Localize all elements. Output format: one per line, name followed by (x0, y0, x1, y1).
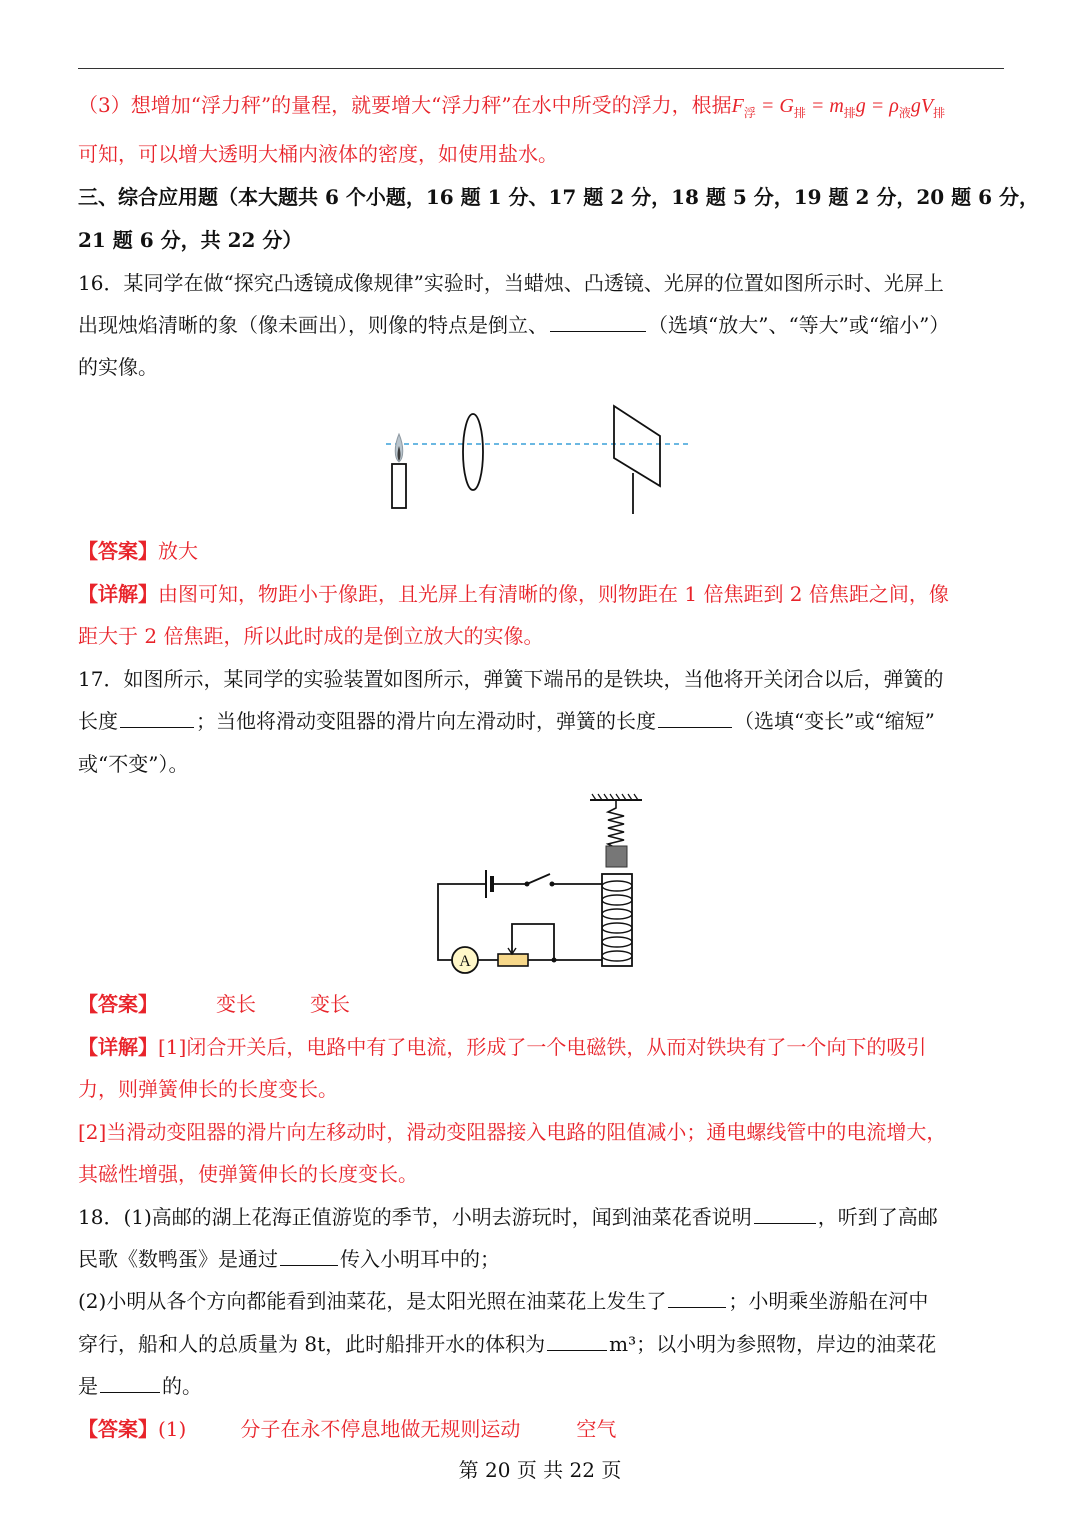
detail-tag: 【详解】 (78, 1035, 158, 1059)
ammeter-label: A (459, 953, 471, 970)
q17-answer-2: 变长 (310, 992, 350, 1016)
q17-detail-text: [1]闭合开关后，电路中有了电流，形成了一个电磁铁，从而对铁块有了一个向下的吸引 (158, 1035, 927, 1059)
q18-blank-5[interactable] (100, 1370, 160, 1393)
solenoid-icon (602, 874, 632, 966)
candle-icon (392, 434, 406, 508)
q17-detail-line1 (78, 1026, 1004, 1068)
q18-text-1a: 18．(1)高邮的湖上花海正值游览的季节，小明去游玩时，闻到油菜花香说明 (78, 1205, 752, 1229)
q17-text-a: 长度 (78, 709, 118, 733)
q17-line1: 17．如图所示，某同学的实验装置如图所示，弹簧下端吊的是铁块，当他将开关闭合以后，弹簧的 (78, 667, 944, 691)
q18-text-2a: 民歌《数鸭蛋》是通过 (78, 1247, 278, 1271)
q17-text-b: ；当他将滑动变阻器的滑片向左滑动时，弹簧的长度 (196, 709, 656, 733)
q17-blank-1[interactable] (120, 705, 194, 728)
q18-text-3a: (2)小明从各个方向都能看到油菜花，是太阳光照在油菜花上发生了 (78, 1289, 667, 1313)
convex-lens-icon (463, 414, 483, 490)
q18-text-5a: 是 (78, 1374, 98, 1398)
q16-answer-blank[interactable] (550, 309, 646, 332)
q17-answer-1: 变长 (216, 992, 256, 1016)
q16-line3: 的实像。 (78, 355, 158, 379)
q18-blank-2[interactable] (280, 1243, 338, 1266)
junction-dot (552, 958, 557, 963)
detail-tag: 【详解】 (78, 582, 158, 606)
q18-text-5b: 的。 (162, 1374, 202, 1398)
q18-text-1b: ，听到了高邮 (817, 1205, 938, 1229)
lens-experiment-figure (380, 398, 700, 518)
q16-answer (78, 530, 1004, 572)
q18-text-3b: ；小明乘坐游船在河中 (728, 1289, 929, 1313)
q17-line3: 或“不变”）。 (78, 752, 189, 776)
q18-text-4a: 穿行，船和人的总质量为 8t，此时船排开水的体积为 (78, 1332, 546, 1356)
q17-detail-line4: 其磁性增强，使弹簧伸长的长度变长。 (78, 1162, 418, 1186)
section-heading-line2: 21 题 6 分，共 22 分） (78, 228, 303, 252)
p3-line2: 可知，可以增大透明大桶内液体的密度，如使用盐水。 (78, 142, 558, 166)
q18-answer-1: 分子在永不停息地做无规则运动 (240, 1417, 521, 1441)
q18-line5 (78, 1365, 1004, 1407)
light-screen-icon (614, 406, 660, 514)
answer-tag: 【答案】 (78, 539, 158, 563)
q17-line2 (78, 700, 1004, 742)
q18-answer (78, 1408, 1004, 1450)
page-footer: 第 20 页 共 22 页 (458, 1458, 622, 1482)
ceiling-support-icon (590, 794, 642, 800)
q18-answer-2: 空气 (576, 1417, 617, 1441)
answer-tag: 【答案】 (78, 992, 158, 1016)
answer-tag: 【答案】 (78, 1417, 158, 1441)
q17-answer (78, 983, 1004, 1025)
q16-answer-text: 放大 (158, 539, 198, 563)
q17-detail-line3: [2]当滑动变阻器的滑片向左移动时，滑动变阻器接入电路的阻值减小；通电螺线管中的电流增大， (78, 1120, 947, 1144)
q18-line4 (78, 1323, 1004, 1365)
q18-blank-3[interactable] (668, 1285, 726, 1308)
q17-blank-2[interactable] (658, 705, 732, 728)
q18-blank-1[interactable] (754, 1201, 816, 1224)
header-rule (78, 68, 1004, 69)
q16-detail-line2: 距大于 2 倍焦距，所以此时成的是倒立放大的实像。 (78, 624, 544, 648)
electromagnet-circuit-figure (430, 790, 650, 980)
p3-text: （3）想增加“浮力秤”的量程，就要增大“浮力秤”在水中所受的浮力，根据 (78, 93, 732, 117)
q18-line2 (78, 1238, 1004, 1280)
spring-icon (608, 800, 624, 852)
q18-line1 (78, 1196, 1004, 1238)
q17-detail-line2: 力，则弹簧伸长的长度变长。 (78, 1077, 338, 1101)
q18-answer-part: (1) (158, 1417, 187, 1441)
q17-text-c: （选填“变长”或“缩短” (734, 709, 935, 733)
switch-icon (525, 874, 555, 887)
q16-text-a: 出现烛焰清晰的象（像未画出），则像的特点是倒立、 (78, 313, 548, 337)
section-heading-line1: 三、综合应用题（本大题共 6 个小题，16 题 1 分、17 题 2 分，18 题 5 分，19 题 2 分，20 题 6 分， (78, 185, 1040, 209)
rheostat-icon (498, 954, 528, 966)
buoyancy-formula: $F_浮 = G_排 = m_排g = \rho_液gV_排$ (731, 95, 946, 120)
q18-line3 (78, 1280, 1004, 1322)
q16-line2 (78, 304, 1004, 346)
p3-line1 (78, 84, 1004, 134)
q18-text-2b: 传入小明耳中的； (340, 1247, 500, 1271)
q18-text-4b: m³；以小明为参照物，岸边的油菜花 (609, 1332, 937, 1356)
iron-block-icon (606, 846, 627, 867)
q16-text-b: （选填“放大”、“等大”或“缩小”） (648, 313, 950, 337)
q16-detail-line1 (78, 573, 1004, 615)
q16-line1: 16．某同学在做“探究凸透镜成像规律”实验时，当蜡烛、凸透镜、光屏的位置如图所示时、光屏上 (78, 271, 944, 295)
q18-blank-4[interactable] (547, 1328, 607, 1351)
battery-icon (486, 870, 492, 898)
q16-detail-text: 由图可知，物距小于像距，且光屏上有清晰的像，则物距在 1 倍焦距到 2 倍焦距之间，像 (158, 582, 949, 606)
